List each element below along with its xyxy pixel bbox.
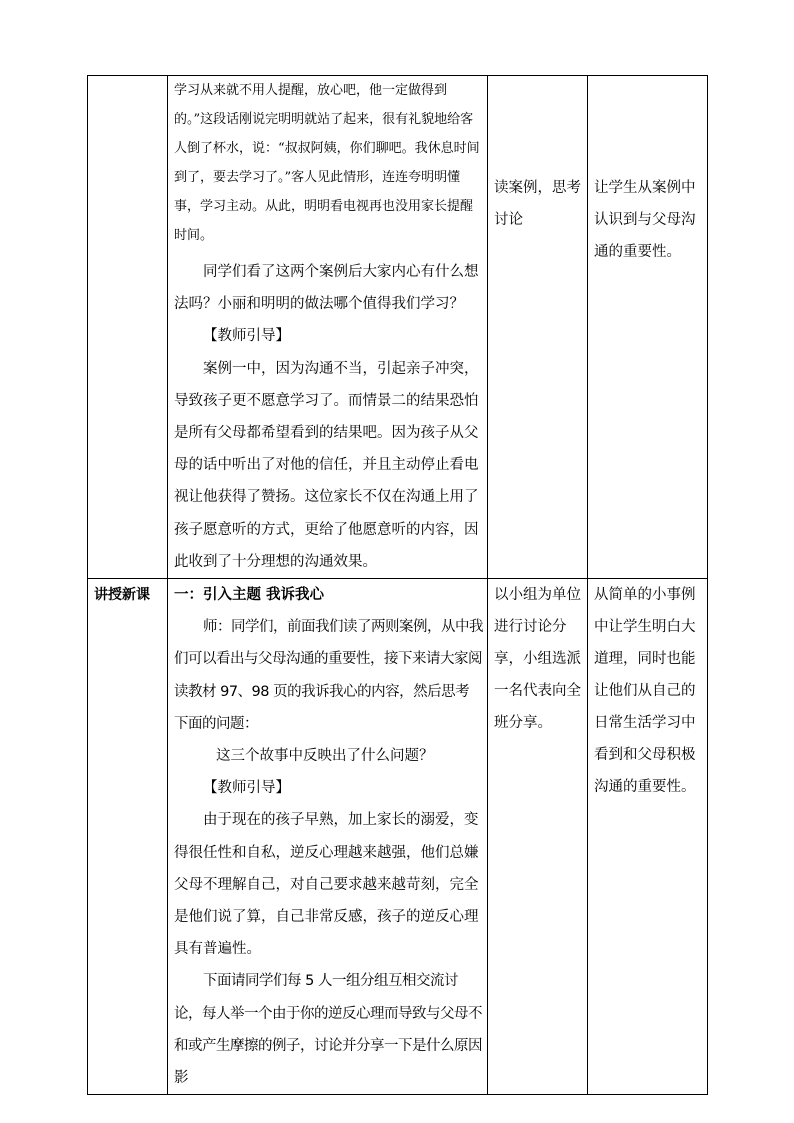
- teacher-intro-text: 师：同学们，前面我们读了两则案例，从中我们可以看出与父母沟通的重要性，接下来请大家阅读教材 97、98 页的我诉我心的内容，然后思考下面的问题：: [174, 619, 483, 732]
- table-row: [88, 579, 708, 1095]
- discussion-question: 同学们看了这两个案例后大家内心有什么想法吗？小丽和明明的做法哪个值得我们学习？: [174, 264, 479, 313]
- stage-label: 讲授新课: [94, 587, 150, 604]
- teacher-guide-text: 案例一中，因为沟通不当，引起亲子冲突，导致孩子更不愿意学习了。而情景二的结果恐怕是所有父母都希望看到的结果吧。因为孩子从父母的话中听出了对他的信任，并且主动停止看电视让他获得了赞扬。这位家长不仅在沟通上用了孩子愿意听的方式，更给了他愿意听的内容，因此收到了十分理想的沟通效果。: [174, 360, 479, 570]
- teacher-guide-heading: 【教师引导】: [203, 328, 290, 345]
- student-activity-cell: [488, 579, 588, 1095]
- student-activity-cell: [488, 76, 588, 579]
- teacher-guide-text: 由于现在的孩子早熟，加上家长的溺爱，变得很任性和自私，逆反心理越来越强，他们总嫌父母不理解自己，对自己要求越来越苛刻，完全是他们说了算，自己非常反感，孩子的逆反心理具有普遍性。: [174, 812, 479, 958]
- table-row: [88, 76, 708, 579]
- content-cell: [168, 579, 488, 1095]
- case-quote-text: 学习从来就不用人提醒，放心吧，他一定做得到的。”这段话刚说完明明就站了起来，很有礼貌地给客人倒了杯水，说：“叔叔阿姨，你们聊吧。我休息时间到了，要去学习了。”客人见此情形，连连夸明明懂事，学习主动。从此，明明看电视再也没用家长提醒时间。: [174, 83, 480, 243]
- stage-label-cell: [88, 76, 168, 579]
- design-intent-text: 从简单的小事例中让学生明白大道理，同时也能让他们从自己的日常生活学习中看到和父母积极沟通的重要性。: [594, 587, 696, 796]
- design-intent-cell: [588, 76, 708, 579]
- group-discussion-text: 下面请同学们每 5 人一组分组互相交流讨论，每人举一个由于你的逆反心理而导致与父母不和或产生摩擦的例子，讨论并分享一下是什么原因影: [174, 973, 482, 1087]
- design-intent-text: 让学生从案例中认识到与父母沟通的重要性。: [594, 180, 696, 260]
- reading-question: 这三个故事中反映出了什么问题？: [216, 748, 434, 765]
- student-activity-text: 读案例，思考讨论: [494, 180, 581, 228]
- student-activity-text: 以小组为单位进行讨论分享，小组选派一名代表向全班分享。: [494, 587, 581, 732]
- design-intent-cell: [588, 579, 708, 1095]
- content-cell: [168, 76, 488, 579]
- lesson-plan-table: [87, 75, 708, 1095]
- stage-label-cell: [88, 579, 168, 1095]
- section-heading: 一：引入主题 我诉我心: [174, 587, 325, 604]
- teacher-guide-heading: 【教师引导】: [203, 780, 290, 797]
